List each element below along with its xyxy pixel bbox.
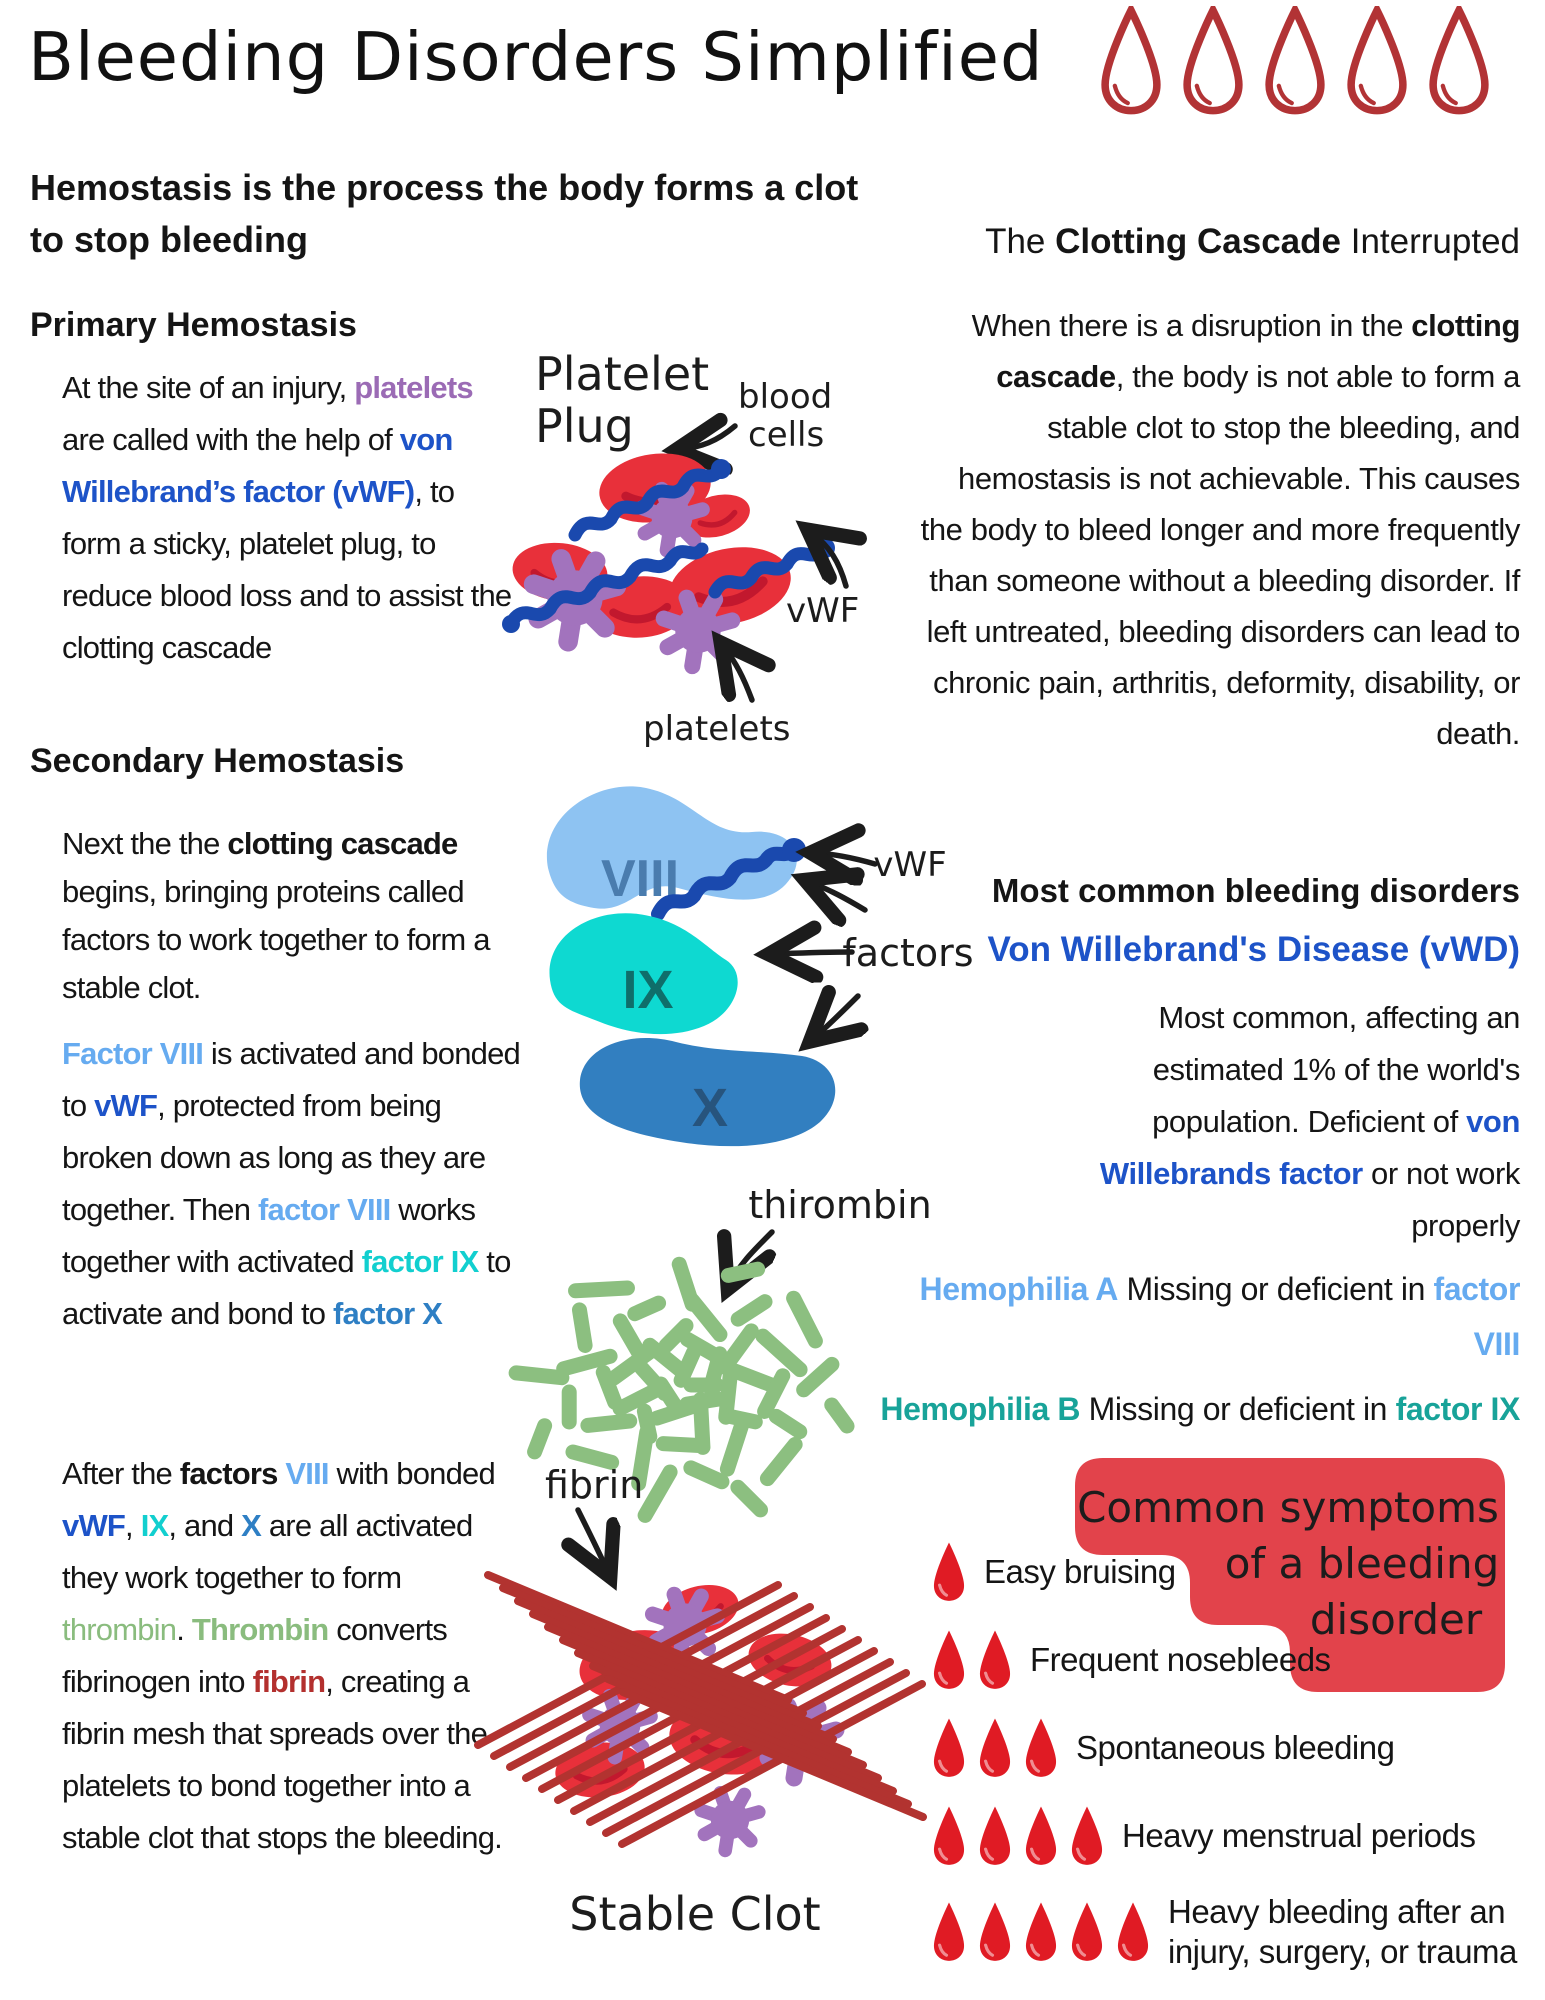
- text-segment: factors: [179, 1456, 278, 1491]
- symptom-drops: [930, 1540, 968, 1604]
- blood-cells-label-2: cells: [748, 415, 825, 455]
- text-segment: , and: [168, 1508, 242, 1543]
- text-segment: von Willebrands factor: [1099, 1104, 1520, 1191]
- text-segment: to activate and bond to: [62, 1244, 511, 1331]
- platelet-plug-illustration: [480, 330, 900, 750]
- text-segment: begins, bringing proteins called factors to work together to form a stable clot.: [62, 874, 490, 1005]
- blood-drop-icon: [1068, 1804, 1106, 1868]
- symptoms-box-title-2: of a bleeding: [1224, 1539, 1500, 1588]
- symptom-label: Spontaneous bleeding: [1076, 1729, 1395, 1766]
- symptom-row: [930, 1892, 1540, 1972]
- text-segment: When there is a disruption in the: [971, 308, 1412, 343]
- thrombin-label: thirombin: [748, 1183, 932, 1227]
- text-segment: Factor VIII: [62, 1036, 204, 1071]
- blood-drop-icon: [1022, 1716, 1060, 1780]
- symptom-drops: [930, 1716, 1060, 1780]
- symptoms-box-title-3: disorder: [1309, 1595, 1483, 1644]
- symptom-row: [930, 1540, 1540, 1604]
- clotting-cascade-heading: [880, 222, 1520, 262]
- text-segment: with bonded: [328, 1456, 495, 1491]
- text-segment: Clotting Cascade: [1055, 222, 1341, 261]
- text-segment: .: [176, 1612, 192, 1647]
- symptom-row: [930, 1628, 1540, 1692]
- blood-drop-icon: [1262, 6, 1328, 116]
- page-title: Bleeding Disorders Simplified: [28, 18, 1044, 96]
- text-segment: vWF: [62, 1508, 126, 1543]
- factors-label: factors: [842, 931, 974, 975]
- blood-drop-icon: [1114, 1900, 1152, 1964]
- text-segment: is activated and bonded to: [62, 1036, 520, 1123]
- blood-cells-label: blood: [738, 377, 833, 417]
- arrow-icon: [816, 853, 875, 864]
- text-segment: converts fibrinogen into: [62, 1612, 447, 1699]
- text-segment: After the: [62, 1456, 180, 1491]
- vwd-paragraph: [1020, 992, 1520, 1252]
- hemophilia-b-paragraph: [880, 1382, 1520, 1437]
- text-segment: fibrin: [252, 1664, 326, 1699]
- symptom-label: Heavy menstrual periods: [1122, 1817, 1476, 1854]
- thrombin-fibrin-paragraph: [62, 1448, 520, 1864]
- text-segment: factor X: [333, 1296, 443, 1331]
- text-segment: ,: [125, 1508, 141, 1543]
- text-segment: IX: [140, 1508, 169, 1543]
- text-segment: Interrupted: [1341, 222, 1520, 261]
- text-segment: VIII: [285, 1456, 329, 1491]
- text-segment: works together with activated: [62, 1192, 476, 1279]
- blood-drop-icon: [930, 1628, 968, 1692]
- symptom-drops: [930, 1900, 1152, 1964]
- text-segment: At the site of an injury,: [62, 370, 355, 405]
- blood-drop-icon: [976, 1900, 1014, 1964]
- text-segment: Most common, affecting an estimated 1% of the world's population. Deficient of: [1152, 1000, 1520, 1139]
- clotting-cascade-paragraph: [920, 300, 1520, 759]
- text-segment: platelets: [354, 370, 473, 405]
- text-segment: Missing or deficient in: [1080, 1391, 1396, 1427]
- text-segment: factor VIII: [1433, 1271, 1520, 1362]
- blood-drop-icon: [976, 1716, 1014, 1780]
- stable-clot-illustration: [470, 1440, 930, 1960]
- symptom-row: [930, 1716, 1540, 1780]
- arrow-icon: [814, 996, 858, 1038]
- secondary-hemostasis-paragraph: [62, 820, 520, 1012]
- text-segment: , the body is not able to form a stable clot to stop the bleeding, and hemostasis is not achievable. This causes the body to bleed longer and more frequently than someone without a bleeding disorder. If left untreated, bleeding disorders can lead to chronic pain, arthritis, deformity, disability, or death.: [920, 359, 1520, 751]
- text-segment: Hemophilia A: [919, 1271, 1118, 1307]
- text-segment: clotting cascade: [996, 308, 1520, 394]
- symptoms-list: [930, 1540, 1540, 1996]
- text-segment: von Willebrand’s factor (vWF): [62, 422, 453, 509]
- text-segment: are all activated they work together to form: [62, 1508, 473, 1595]
- blood-drop-icon: [930, 1900, 968, 1964]
- symptom-row: [930, 1804, 1540, 1868]
- blood-drop-icon: [1022, 1804, 1060, 1868]
- text-segment: , to form a sticky, platelet plug, to reduce blood loss and to assist the clotting cascade: [62, 474, 512, 665]
- clotting-factors-illustration: [480, 750, 1000, 1200]
- symptom-drops: [930, 1804, 1106, 1868]
- symptoms-box-title: Common symptoms: [1077, 1483, 1499, 1532]
- symptom-drops: [930, 1628, 1014, 1692]
- primary-hemostasis-paragraph: [62, 362, 520, 674]
- text-segment: Thrombin: [191, 1612, 329, 1647]
- text-segment: clotting cascade: [227, 826, 458, 861]
- symptom-label: Frequent nosebleeds: [1030, 1641, 1331, 1678]
- text-segment: factor IX: [361, 1244, 479, 1279]
- platelets-label: platelets: [643, 709, 791, 749]
- blood-drop-icon: [1180, 6, 1246, 116]
- factor-viii-label: VIII: [600, 850, 680, 908]
- blood-drop-icon: [930, 1540, 968, 1604]
- vwf-label: vWF: [873, 845, 947, 885]
- arrow-icon: [724, 647, 752, 700]
- blood-drop-icon: [1098, 6, 1164, 116]
- text-segment: are called with the help of: [62, 422, 400, 457]
- primary-hemostasis-heading: Primary Hemostasis: [30, 306, 357, 344]
- blood-drop-icon: [976, 1804, 1014, 1868]
- text-segment: , creating a fibrin mesh that spreads over the platelets to bond together into a stable clot that stops the bleeding.: [62, 1664, 502, 1855]
- text-segment: thrombin: [62, 1612, 177, 1647]
- text-segment: The: [985, 222, 1056, 261]
- stable-clot-label: Stable Clot: [569, 1887, 821, 1941]
- fibrin-label: fibrin: [545, 1463, 644, 1507]
- symptom-label: Easy bruising: [984, 1553, 1176, 1590]
- arrow-icon: [682, 426, 735, 449]
- blood-drop-icon: [1426, 6, 1492, 116]
- text-segment: or not work properly: [1362, 1156, 1520, 1243]
- secondary-hemostasis-heading: Secondary Hemostasis: [30, 742, 405, 780]
- common-disorders-heading: Most common bleeding disorders: [991, 872, 1520, 909]
- blood-drop-icon: [930, 1804, 968, 1868]
- platelet-plug-label: Platelet: [535, 347, 710, 401]
- platelet-plug-label-2: Plug: [535, 399, 634, 453]
- intro-heading: Hemostasis is the process the body forms a clot to stop bleeding: [30, 167, 859, 260]
- arrow-icon: [774, 952, 852, 954]
- text-segment: vWF: [94, 1088, 158, 1123]
- text-segment: Missing or deficient in: [1118, 1271, 1434, 1307]
- text-segment: , protected from being broken down as long as they are together. Then: [62, 1088, 486, 1227]
- text-segment: Next the the: [62, 826, 228, 861]
- factor-bonding-paragraph: [62, 1028, 520, 1340]
- vwf-label: vWF: [786, 591, 860, 631]
- text-segment: factor VIII: [257, 1192, 391, 1227]
- vwd-heading: Von Willebrand's Disease (vWD): [987, 930, 1520, 969]
- vwf-strand-end: [782, 838, 806, 862]
- factor-ix-label: IX: [622, 960, 674, 1020]
- symptom-label: Heavy bleeding after an injury, surgery, or trauma: [1168, 1893, 1517, 1970]
- blood-drop-icon: [1022, 1900, 1060, 1964]
- hemophilia-a-paragraph: [880, 1262, 1520, 1372]
- arrow-icon: [810, 882, 865, 910]
- title-blood-drops: [1098, 6, 1492, 116]
- text-segment: factor IX: [1395, 1391, 1520, 1427]
- text-segment: Hemophilia B: [880, 1391, 1081, 1427]
- text-segment: X: [241, 1508, 262, 1543]
- blood-drop-icon: [1068, 1900, 1106, 1964]
- blood-drop-icon: [930, 1716, 968, 1780]
- arrow-icon: [578, 1510, 608, 1572]
- blood-drop-icon: [1344, 6, 1410, 116]
- factor-x-label: X: [691, 1078, 729, 1138]
- blood-drop-icon: [976, 1628, 1014, 1692]
